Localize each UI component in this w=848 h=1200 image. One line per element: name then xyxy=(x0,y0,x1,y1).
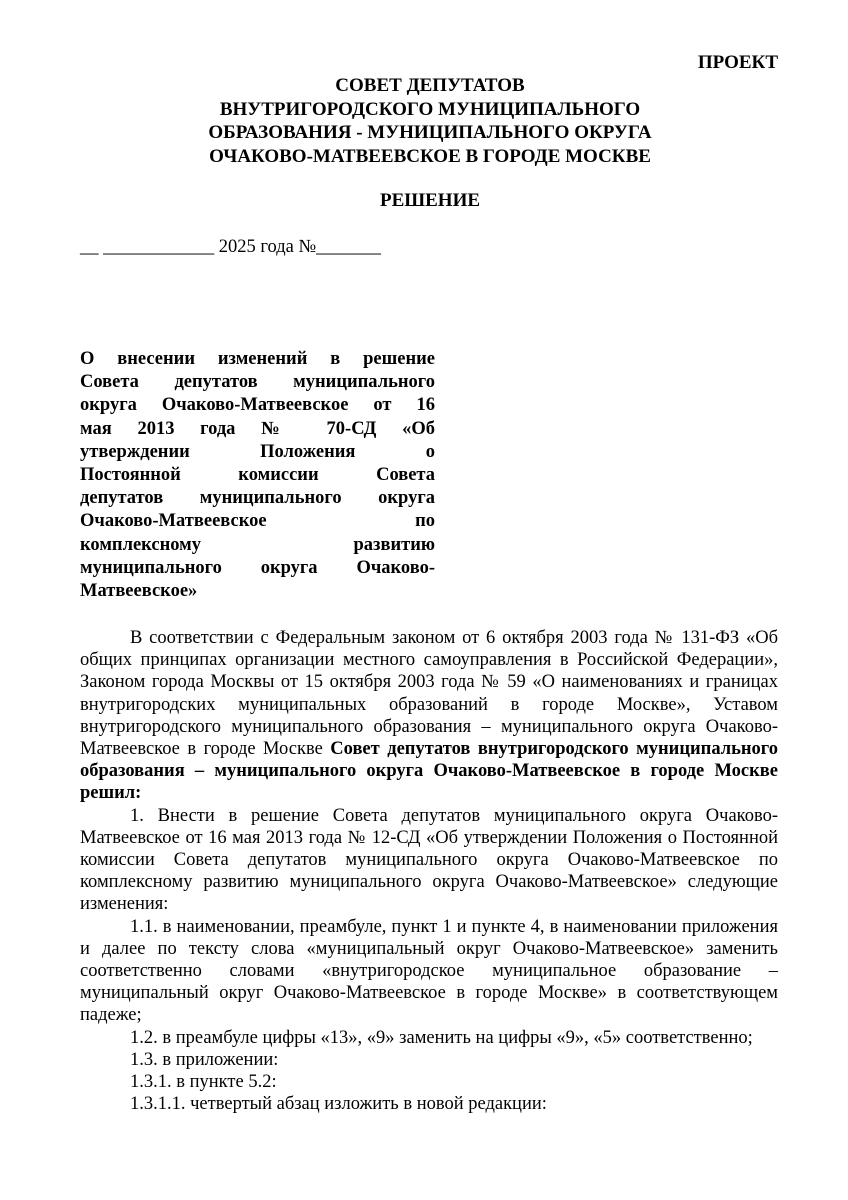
subject-line: Очаково-Матвеевское по xyxy=(80,511,435,532)
subject-line: О внесении изменений в решение xyxy=(80,349,435,369)
item-paragraph: 1.3.1. в пункте 5.2: xyxy=(130,1072,277,1093)
item-paragraph: 1. Внести в решение Совета депутатов муниципального округа Очаково-Матвеевское от 16 мая 2013 года № 12-СД «Об утверждении Положения о Постоянной комиссии Совета депутатов муниципального округа Очаково-Матвеевское по комплексному развитию муниципального округа Очаково-Матвеевское» следующие изменения: xyxy=(80,805,778,915)
preamble-text: В соответствии с Федеральным законом от 6 октября 2003 года № 131-ФЗ «Об общих принципах организации местного самоуправления в Российской Федерации», Законом города Москвы от 15 октября 2003 года № 59 «О наименованиях и границах внутригородских муниципальных образований в городе Москве», Уставом внутригородского муниципального образования – муниципального округа Очаково-Матвеевское в городе Москве xyxy=(80,628,778,760)
decision-subject xyxy=(80,348,435,603)
subject-line: мая 2013 года № 70-СД «Об xyxy=(80,418,435,439)
subject-line: Совета депутатов муниципального xyxy=(80,372,435,393)
subject-line: Постоянной комиссии Совета xyxy=(80,465,435,486)
project-label: ПРОЕКТ xyxy=(697,52,778,73)
subject-line: округа Очаково-Матвеевское от 16 xyxy=(80,395,435,416)
subject-line: комплексному развитию xyxy=(80,534,435,555)
header-line: ОЧАКОВО-МАТВЕЕВСКОЕ В ГОРОДЕ МОСКВЕ xyxy=(209,145,651,167)
date-number-line: __ ____________ 2025 года №_______ xyxy=(80,237,381,257)
header-line: ВНУТРИГОРОДСКОГО МУНИЦИПАЛЬНОГО xyxy=(219,98,641,120)
item-paragraph: 1.3.1.1. четвертый абзац изложить в новой редакции: xyxy=(130,1094,547,1115)
preamble-paragraph xyxy=(80,627,778,805)
item-paragraph: 1.2. в преамбуле цифры «13», «9» заменить на цифры «9», «5» соответственно; xyxy=(130,1027,753,1048)
subject-line: утверждении Положения о xyxy=(80,441,435,462)
document-body xyxy=(80,627,778,1115)
subject-line: муниципального округа Очаково- xyxy=(80,557,435,578)
preamble-resolution: Совет депутатов внутригородского муниципального образования – муниципального округа Очаково-Матвеевское в городе Москве решил: xyxy=(80,739,778,804)
header-line: ОБРАЗОВАНИЯ - МУНИЦИПАЛЬНОГО ОКРУГА xyxy=(208,122,652,143)
subject-line: Матвеевское» xyxy=(80,581,198,602)
item-paragraph: 1.3. в приложении: xyxy=(130,1049,279,1070)
item-paragraph: 1.1. в наименовании, преамбуле, пункт 1 и пункте 4, в наименовании приложения и далее по тексту слова «муниципальный округ Очаково-Матвеевское» заменить соответственно словами «внутригородское муниципальное образование – муниципальный округ Очаково-Матвеевское в городе Москве» в соответствующем падеже; xyxy=(80,916,778,1026)
subject-line: депутатов муниципального округа xyxy=(80,488,435,509)
header-line: СОВЕТ ДЕПУТАТОВ xyxy=(335,75,525,96)
decision-title: РЕШЕНИЕ xyxy=(379,190,481,211)
document-header xyxy=(80,74,780,168)
